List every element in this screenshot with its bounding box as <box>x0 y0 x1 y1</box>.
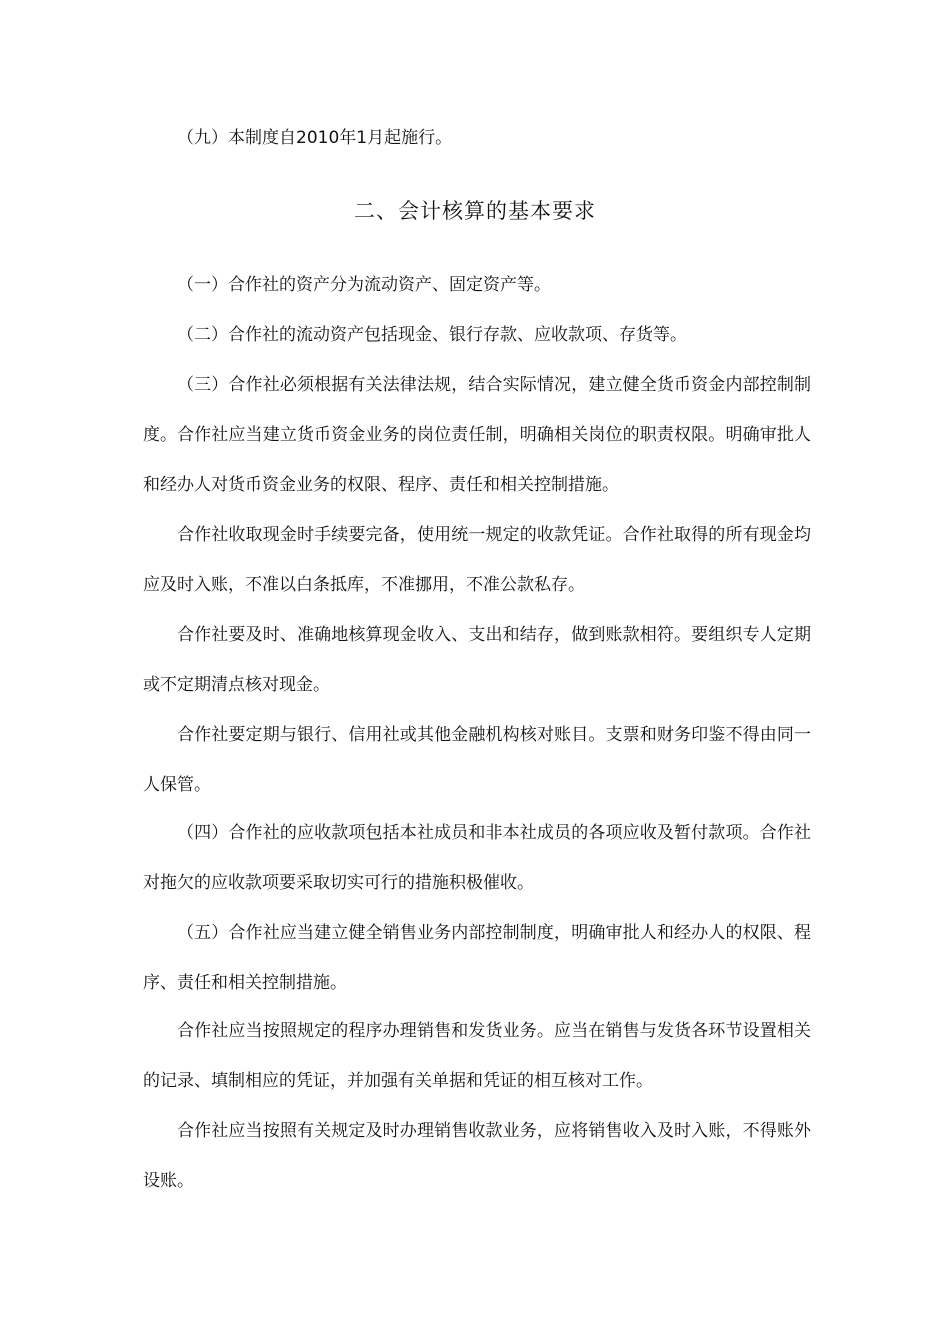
paragraph-2: （二）合作社的流动资产包括现金、银行存款、应收款项、存货等。 <box>177 325 687 345</box>
paragraph-1: （一）合作社的资产分为流动资产、固定资产等。 <box>177 275 551 295</box>
paragraph-6: 合作社要及时、准确地核算现金收入、支出和结存，做到账款相符。要组织专人定期或不定期清点核对现金。 <box>143 625 811 695</box>
paragraph-9: （五）合作社应当建立健全销售业务内部控制制度，明确审批人和经办人的权限、程序、责任和相关控制措施。 <box>143 923 811 993</box>
paragraph-7: 合作社要定期与银行、信用社或其他金融机构核对账目。支票和财务印鉴不得由同一人保管。 <box>143 725 811 795</box>
paragraph-4: 合作社应当建立货币资金业务的岗位责任制，明确相关岗位的职责权限。明确审批人和经办人对货币资金业务的权限、程序、责任和相关控制措施。 <box>143 425 811 495</box>
paragraph-8: （四）合作社的应收款项包括本社成员和非本社成员的各项应收及暂付款项。合作社对拖欠的应收款项要采取切实可行的措施积极催收。 <box>143 823 811 893</box>
paragraph-5: 合作社收取现金时手续要完备，使用统一规定的收款凭证。合作社取得的所有现金均应及时入账，不准以白条抵库，不准挪用，不准公款私存。 <box>143 525 811 595</box>
paragraph-11: 合作社应当按照有关规定及时办理销售收款业务，应将销售收入及时入账，不得账外设账。 <box>143 1121 811 1191</box>
paragraph-3: （三）合作社必须根据有关法律法规，结合实际情况，建立健全货币资金内部控制制度。 <box>143 375 811 445</box>
paragraph-10: 合作社应当按照规定的程序办理销售和发货业务。应当在销售与发货各环节设置相关的记录、填制相应的凭证，并加强有关单据和凭证的相互核对工作。 <box>143 1021 811 1091</box>
clause-nine: （九）本制度自2010年1月起施行。 <box>177 128 453 148</box>
section-title: 二、会计核算的基本要求 <box>354 199 596 223</box>
